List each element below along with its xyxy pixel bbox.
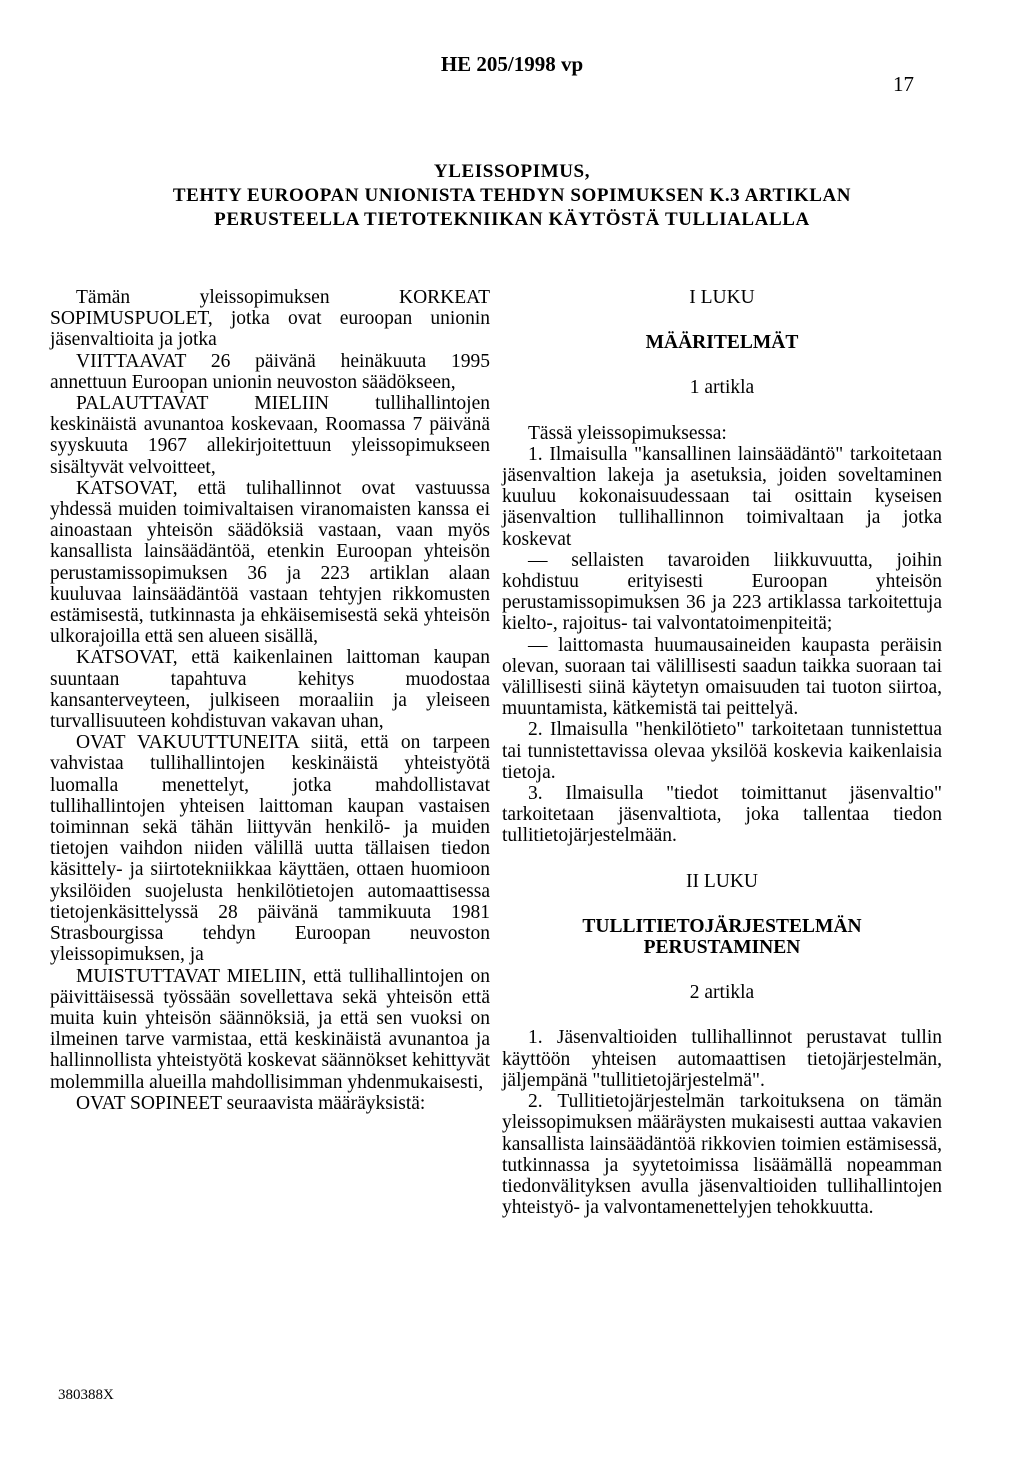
- footer-code: 380388X: [58, 1387, 114, 1403]
- chapter-heading: I LUKU: [689, 287, 755, 308]
- title-line-2: TEHTY EUROOPAN UNIONISTA TEHDYN SOPIMUKSEN K.3 ARTIKLAN: [172, 185, 852, 206]
- article-paragraph: Tässä yleissopimuksessa:: [528, 422, 727, 444]
- article-paragraph: 2. Tullitietojärjestelmän tarkoituksena on tämän yleissopimuksen määräysten mukaisesti auttaa vakavien kansallista lainsäädäntöä rikkovien toimien estämisessä, tutkinnassa ja syytetoimissa lisäämällä nopeamman tiedonvälityksen avulla jäsenvaltioiden tullihallintojen yhteistyö- ja valvontamenettelyjen tehokkuutta.: [502, 1091, 942, 1219]
- article-dash-item: — laittomasta huumausaineiden kaupasta peräisin olevan, suoraan tai välillisesti saadun taikka suoraan tai välillisesti siinä käytetyn omaisuuden tai tuoton siirtoa, muuntamista, kätkemistä tai peittelyä.: [502, 634, 942, 720]
- article-paragraph: 1. Ilmaisulla "kansallinen lainsäädäntö" tarkoitetaan jäsenvaltion lakeja ja asetuksia, joiden soveltaminen kuuluu kokonaisuudessaan tai osittain kyseisen jäsenvaltion tullihallinnon toimivaltaan ja jotka koskevat: [502, 443, 942, 550]
- preamble-paragraph: OVAT VAKUUTTUNEITA siitä, että on tarpeen vahvistaa tullihallintojen keskinäistä yhteistyötä luomalla menettelyt, jotka mahdollistavat tullihallintojen yhteisen laittoman kaupan vastaisen toiminnan sekä tähän liittyvän henkilö- ja muiden tietojen vaihdon niiden välillä uutta tällaisen tiedon käsittely- ja siirtotekniikkaa käyttäen, ottaen huomioon yksilöiden suojelusta henkilötietojen automaattisessa tietojenkäsittelyssä 28 päivänä tammikuuta 1981 Strasbourgissa tehdyn Euroopan neuvoston yleissopimuksen, ja: [50, 732, 490, 966]
- preamble-paragraph: OVAT SOPINEET seuraavista määräyksistä:: [76, 1092, 426, 1114]
- title-line-3: PERUSTEELLA TIETOTEKNIIKAN KÄYTÖSTÄ TULLIALALLA: [214, 209, 810, 230]
- document-title: [0, 160, 1024, 232]
- page-number: 17: [893, 72, 914, 96]
- article-dash-item: — sellaisten tavaroiden liikkuvuutta, joihin kohdistuu erityisesti Euroopan yhteisön perustamissopimuksen 36 ja 223 artiklassa tarkoitettuja kielto-, rajoitus- tai valvontatoimenpiteitä;: [502, 549, 942, 635]
- chapter-title: MÄÄRITELMÄT: [645, 332, 799, 354]
- right-column: [502, 287, 942, 1218]
- chapter-heading: II LUKU: [685, 870, 759, 892]
- document-reference: HE 205/1998 vp: [440, 52, 584, 76]
- preamble-paragraph: Tämän yleissopimuksen KORKEAT SOPIMUSPUOLET, jotka ovat euroopan unionin jäsenvaltioita ja jotka: [50, 287, 490, 351]
- title-line-1: YLEISSOPIMUS,: [433, 161, 591, 182]
- article-heading: 2 artikla: [689, 982, 755, 1004]
- article-paragraph: 3. Ilmaisulla "tiedot toimittanut jäsenvaltio" tarkoitetaan jäsenvaltiota, joka tallentaa tiedon tullitietojärjestelmään.: [502, 783, 942, 847]
- preamble-paragraph: VIITTAAVAT 26 päivänä heinäkuuta 1995 annettuun Euroopan unionin neuvoston säädökseen,: [50, 350, 490, 393]
- article-paragraph: 2. Ilmaisulla "henkilötieto" tarkoitetaan tunnistettua tai tunnistettavissa olevaa yksilöä koskevia kaikenlaisia tietoja.: [502, 719, 942, 783]
- article-paragraph: 1. Jäsenvaltioiden tullihallinnot perustavat tullin käyttöön yhteisen automaattisen tietojärjestelmän, jäljempänä "tullitietojärjestelmä".: [502, 1027, 942, 1091]
- chapter-title: TULLITIETOJÄRJESTELMÄN PERUSTAMINEN: [582, 915, 862, 959]
- preamble-paragraph: PALAUTTAVAT MIELIIN tullihallintojen keskinäistä avunantoa koskevaan, Roomassa 7 päivänä syyskuuta 1967 allekirjoitettuun yleissopimukseen sisältyvät velvoitteet,: [50, 393, 490, 478]
- left-column: [50, 287, 490, 1114]
- preamble-paragraph: KATSOVAT, että tulihallinnot ovat vastuussa yhdessä muiden toimivaltaisen viranomaisten kanssa ei ainoastaan yhteisön säädöksiä vastaan, vaan myös kansallista lainsäädäntöä, etenkin Euroopan yhteisön perustamissopimuksen 36 ja 223 artiklan alaan kuuluvaa lainsäädäntöä vastaan tehtyjen rikkomusten estämisestä, tutkinnasta ja ehkäisemisestä sekä yhteisön ulkorajoilla että sen alueen sisällä,: [50, 477, 490, 648]
- article-heading: 1 artikla: [689, 377, 755, 399]
- preamble-paragraph: MUISTUTTAVAT MIELIIN, että tullihallintojen on päivittäisessä työssään sovellettava sekä yhteisön että muita kuin yhteisön säännöksiä, ja että sen vuoksi on ilmeinen tarve varmistaa, että keskinäistä avunantoa ja hallinnollista yhteistyötä koskevat säännökset kehittyvät molemmilla alueilla mahdollisimman yhdenmukaisesti,: [50, 965, 490, 1093]
- preamble-paragraph: KATSOVAT, että kaikenlainen laittoman kaupan suuntaan tapahtuva kehitys muodostaa kansanterveyteen, julkiseen moraaliin ja yleiseen turvallisuuteen kohdistuvan vakavan uhan,: [50, 647, 490, 733]
